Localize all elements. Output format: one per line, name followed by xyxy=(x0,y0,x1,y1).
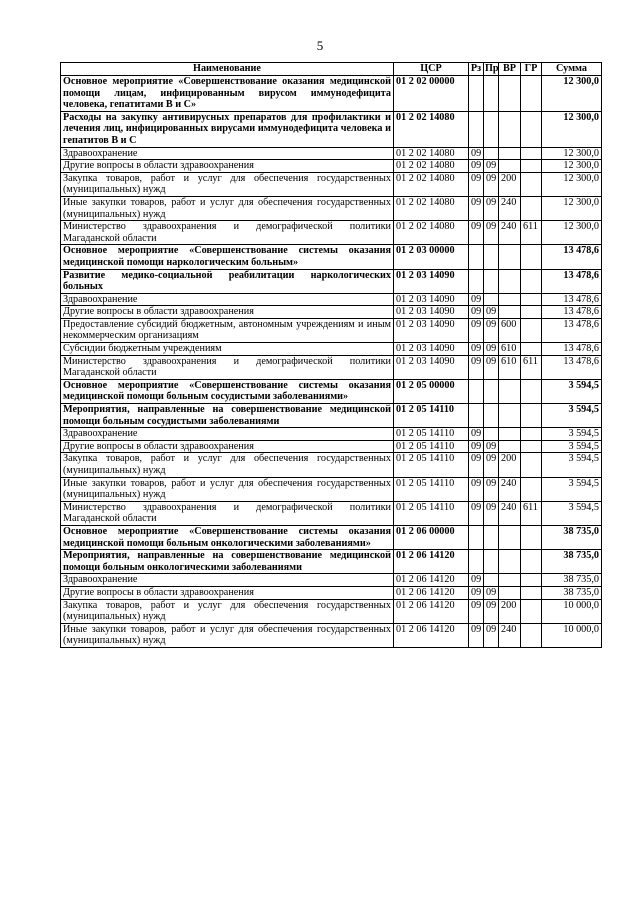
vr-cell: 240 xyxy=(499,501,521,525)
name-cell: Закупка товаров, работ и услуг для обеспечения государственных (муниципальных) нужд xyxy=(61,172,394,196)
gr-cell xyxy=(521,306,542,319)
vr-cell: 200 xyxy=(499,453,521,477)
amount-cell: 3 594,5 xyxy=(542,428,602,441)
rz-cell xyxy=(469,404,484,428)
amount-cell: 3 594,5 xyxy=(542,453,602,477)
amount-cell: 10 000,0 xyxy=(542,623,602,647)
pr-cell xyxy=(484,379,499,403)
amount-cell: 13 478,6 xyxy=(542,355,602,379)
vr-cell: 200 xyxy=(499,599,521,623)
rz-cell: 09 xyxy=(469,221,484,245)
column-header-rz: Рз xyxy=(469,63,484,76)
gr-cell xyxy=(521,172,542,196)
amount-cell: 12 300,0 xyxy=(542,147,602,160)
vr-cell xyxy=(499,586,521,599)
table-row xyxy=(61,269,602,293)
table-row xyxy=(61,306,602,319)
rz-cell: 09 xyxy=(469,196,484,220)
pr-cell xyxy=(484,293,499,306)
rz-cell: 09 xyxy=(469,147,484,160)
column-header-gr: ГР xyxy=(521,63,542,76)
csr-cell: 01 2 06 14120 xyxy=(394,550,469,574)
rz-cell: 09 xyxy=(469,574,484,587)
table-row xyxy=(61,172,602,196)
budget-table xyxy=(60,62,602,648)
rz-cell: 09 xyxy=(469,623,484,647)
column-header-name: Наименование xyxy=(61,63,394,76)
gr-cell xyxy=(521,160,542,173)
vr-cell xyxy=(499,428,521,441)
gr-cell xyxy=(521,477,542,501)
vr-cell xyxy=(499,160,521,173)
name-cell: Министерство здравоохранения и демографической политики Магаданской области xyxy=(61,355,394,379)
vr-cell xyxy=(499,306,521,319)
gr-cell xyxy=(521,586,542,599)
table-row xyxy=(61,147,602,160)
column-header-csr: ЦСР xyxy=(394,63,469,76)
rz-cell: 09 xyxy=(469,172,484,196)
gr-cell xyxy=(521,76,542,112)
vr-cell xyxy=(499,76,521,112)
table-row xyxy=(61,574,602,587)
pr-cell: 09 xyxy=(484,623,499,647)
table-header-row xyxy=(61,63,602,76)
gr-cell xyxy=(521,440,542,453)
vr-cell: 240 xyxy=(499,477,521,501)
rz-cell: 09 xyxy=(469,453,484,477)
pr-cell xyxy=(484,525,499,549)
name-cell: Закупка товаров, работ и услуг для обеспечения государственных (муниципальных) нужд xyxy=(61,599,394,623)
vr-cell: 240 xyxy=(499,623,521,647)
csr-cell: 01 2 02 14080 xyxy=(394,196,469,220)
vr-cell xyxy=(499,269,521,293)
name-cell: Министерство здравоохранения и демографической политики Магаданской области xyxy=(61,221,394,245)
amount-cell: 12 300,0 xyxy=(542,172,602,196)
rz-cell: 09 xyxy=(469,477,484,501)
pr-cell: 09 xyxy=(484,586,499,599)
csr-cell: 01 2 05 14110 xyxy=(394,404,469,428)
table-row xyxy=(61,355,602,379)
table-row xyxy=(61,111,602,147)
table-row xyxy=(61,477,602,501)
rz-cell: 09 xyxy=(469,501,484,525)
rz-cell xyxy=(469,525,484,549)
name-cell: Закупка товаров, работ и услуг для обеспечения государственных (муниципальных) нужд xyxy=(61,453,394,477)
csr-cell: 01 2 03 14090 xyxy=(394,293,469,306)
table-row xyxy=(61,196,602,220)
name-cell: Здравоохранение xyxy=(61,147,394,160)
table-row xyxy=(61,318,602,342)
amount-cell: 3 594,5 xyxy=(542,379,602,403)
gr-cell xyxy=(521,574,542,587)
amount-cell: 38 735,0 xyxy=(542,550,602,574)
column-header-vr: ВР xyxy=(499,63,521,76)
amount-cell: 12 300,0 xyxy=(542,111,602,147)
vr-cell xyxy=(499,404,521,428)
name-cell: Развитие медико-социальной реабилитации наркологических больных xyxy=(61,269,394,293)
amount-cell: 12 300,0 xyxy=(542,196,602,220)
csr-cell: 01 2 03 14090 xyxy=(394,343,469,356)
amount-cell: 12 300,0 xyxy=(542,76,602,112)
vr-cell xyxy=(499,440,521,453)
page-number: 5 xyxy=(316,38,324,53)
name-cell: Расходы на закупку антивирусных препаратов для профилактики и лечения лиц, инфицированных вирусами иммунодефицита человека и гепатитов В и С xyxy=(61,111,394,147)
table-row xyxy=(61,404,602,428)
rz-cell xyxy=(469,76,484,112)
rz-cell: 09 xyxy=(469,428,484,441)
vr-cell: 240 xyxy=(499,196,521,220)
vr-cell xyxy=(499,111,521,147)
rz-cell: 09 xyxy=(469,343,484,356)
table-row xyxy=(61,440,602,453)
csr-cell: 01 2 02 14080 xyxy=(394,221,469,245)
csr-cell: 01 2 03 14090 xyxy=(394,355,469,379)
pr-cell: 09 xyxy=(484,160,499,173)
pr-cell: 09 xyxy=(484,306,499,319)
name-cell: Основное мероприятие «Совершенствование системы оказания медицинской помощи больным онкологическими заболеваниями» xyxy=(61,525,394,549)
table-row xyxy=(61,501,602,525)
name-cell: Другие вопросы в области здравоохранения xyxy=(61,440,394,453)
pr-cell: 09 xyxy=(484,355,499,379)
column-header-amount: Сумма xyxy=(542,63,602,76)
pr-cell: 09 xyxy=(484,440,499,453)
rz-cell: 09 xyxy=(469,318,484,342)
vr-cell xyxy=(499,379,521,403)
column-header-pr: Пр xyxy=(485,63,499,75)
gr-cell xyxy=(521,550,542,574)
table-row xyxy=(61,221,602,245)
amount-cell: 13 478,6 xyxy=(542,318,602,342)
rz-cell xyxy=(469,269,484,293)
csr-cell: 01 2 06 14120 xyxy=(394,574,469,587)
csr-cell: 01 2 06 14120 xyxy=(394,586,469,599)
table-row xyxy=(61,550,602,574)
rz-cell: 09 xyxy=(469,599,484,623)
csr-cell: 01 2 06 00000 xyxy=(394,525,469,549)
gr-cell xyxy=(521,599,542,623)
csr-cell: 01 2 03 14090 xyxy=(394,269,469,293)
table-row xyxy=(61,428,602,441)
pr-cell xyxy=(484,76,499,112)
amount-cell: 38 735,0 xyxy=(542,574,602,587)
csr-cell: 01 2 05 14110 xyxy=(394,428,469,441)
amount-cell: 12 300,0 xyxy=(542,160,602,173)
name-cell: Субсидии бюджетным учреждениям xyxy=(61,343,394,356)
pr-cell: 09 xyxy=(484,599,499,623)
pr-cell: 09 xyxy=(484,196,499,220)
csr-cell: 01 2 02 14080 xyxy=(394,172,469,196)
table-row xyxy=(61,293,602,306)
pr-cell xyxy=(484,550,499,574)
amount-cell: 13 478,6 xyxy=(542,269,602,293)
csr-cell: 01 2 03 14090 xyxy=(394,306,469,319)
pr-cell: 09 xyxy=(484,477,499,501)
gr-cell xyxy=(521,318,542,342)
rz-cell xyxy=(469,379,484,403)
rz-cell: 09 xyxy=(469,160,484,173)
amount-cell: 12 300,0 xyxy=(542,221,602,245)
amount-cell: 13 478,6 xyxy=(542,293,602,306)
name-cell: Иные закупки товаров, работ и услуг для обеспечения государственных (муниципальных) нужд xyxy=(61,196,394,220)
vr-cell: 200 xyxy=(499,172,521,196)
rz-cell: 09 xyxy=(469,293,484,306)
name-cell: Здравоохранение xyxy=(61,428,394,441)
csr-cell: 01 2 03 00000 xyxy=(394,245,469,269)
table-row xyxy=(61,599,602,623)
table-row xyxy=(61,586,602,599)
gr-cell xyxy=(521,453,542,477)
csr-cell: 01 2 05 14110 xyxy=(394,453,469,477)
gr-cell xyxy=(521,404,542,428)
amount-cell: 13 478,6 xyxy=(542,343,602,356)
csr-cell: 01 2 05 14110 xyxy=(394,440,469,453)
csr-cell: 01 2 02 00000 xyxy=(394,76,469,112)
pr-cell xyxy=(484,147,499,160)
amount-cell: 13 478,6 xyxy=(542,306,602,319)
pr-cell xyxy=(484,404,499,428)
gr-cell xyxy=(521,111,542,147)
table-row xyxy=(61,525,602,549)
amount-cell: 13 478,6 xyxy=(542,245,602,269)
name-cell: Мероприятия, направленные на совершенствование медицинской помощи больным сосудистыми заболеваниями xyxy=(61,404,394,428)
gr-cell xyxy=(521,293,542,306)
gr-cell xyxy=(521,147,542,160)
name-cell: Основное мероприятие «Совершенствование системы оказания медицинской помощи наркологическим больным» xyxy=(61,245,394,269)
amount-cell: 38 735,0 xyxy=(542,586,602,599)
gr-cell xyxy=(521,343,542,356)
table-row xyxy=(61,623,602,647)
table-row xyxy=(61,245,602,269)
name-cell: Министерство здравоохранения и демографической политики Магаданской области xyxy=(61,501,394,525)
vr-cell: 240 xyxy=(499,221,521,245)
rz-cell: 09 xyxy=(469,355,484,379)
csr-cell: 01 2 02 14080 xyxy=(394,111,469,147)
gr-cell: 611 xyxy=(521,221,542,245)
table-row xyxy=(61,160,602,173)
table-row xyxy=(61,453,602,477)
csr-cell: 01 2 06 14120 xyxy=(394,623,469,647)
pr-cell xyxy=(484,111,499,147)
csr-cell: 01 2 05 00000 xyxy=(394,379,469,403)
rz-cell: 09 xyxy=(469,440,484,453)
amount-cell: 3 594,5 xyxy=(542,404,602,428)
amount-cell: 3 594,5 xyxy=(542,440,602,453)
csr-cell: 01 2 05 14110 xyxy=(394,477,469,501)
name-cell: Предоставление субсидий бюджетным, автономным учреждениям и иным некоммерческим организациям xyxy=(61,318,394,342)
name-cell: Мероприятия, направленные на совершенствование медицинской помощи больным онкологическими заболеваниями xyxy=(61,550,394,574)
amount-cell: 10 000,0 xyxy=(542,599,602,623)
name-cell: Основное мероприятие «Совершенствование оказания медицинской помощи лицам, инфицированным вирусом иммунодефицита человека, гепатитами В и С» xyxy=(61,76,394,112)
vr-cell: 610 xyxy=(499,343,521,356)
pr-cell: 09 xyxy=(484,343,499,356)
name-cell: Иные закупки товаров, работ и услуг для обеспечения государственных (муниципальных) нужд xyxy=(61,477,394,501)
table-body xyxy=(61,76,602,648)
name-cell: Другие вопросы в области здравоохранения xyxy=(61,306,394,319)
rz-cell xyxy=(469,111,484,147)
pr-cell xyxy=(484,245,499,269)
table-row xyxy=(61,379,602,403)
vr-cell: 610 xyxy=(499,355,521,379)
pr-cell: 09 xyxy=(484,501,499,525)
table-row xyxy=(61,76,602,112)
amount-cell: 3 594,5 xyxy=(542,501,602,525)
gr-cell xyxy=(521,623,542,647)
pr-cell: 09 xyxy=(484,453,499,477)
vr-cell xyxy=(499,550,521,574)
pr-cell xyxy=(484,269,499,293)
pr-cell xyxy=(484,574,499,587)
gr-cell xyxy=(521,525,542,549)
rz-cell: 09 xyxy=(469,586,484,599)
gr-cell xyxy=(521,428,542,441)
name-cell: Другие вопросы в области здравоохранения xyxy=(61,586,394,599)
vr-cell xyxy=(499,245,521,269)
pr-cell: 09 xyxy=(484,172,499,196)
csr-cell: 01 2 02 14080 xyxy=(394,147,469,160)
amount-cell: 38 735,0 xyxy=(542,525,602,549)
name-cell: Другие вопросы в области здравоохранения xyxy=(61,160,394,173)
gr-cell: 611 xyxy=(521,355,542,379)
amount-cell: 3 594,5 xyxy=(542,477,602,501)
vr-cell xyxy=(499,147,521,160)
pr-cell: 09 xyxy=(484,221,499,245)
gr-cell xyxy=(521,379,542,403)
table-row xyxy=(61,343,602,356)
gr-cell xyxy=(521,269,542,293)
name-cell: Иные закупки товаров, работ и услуг для обеспечения государственных (муниципальных) нужд xyxy=(61,623,394,647)
vr-cell: 600 xyxy=(499,318,521,342)
rz-cell xyxy=(469,550,484,574)
vr-cell xyxy=(499,574,521,587)
rz-cell xyxy=(469,245,484,269)
gr-cell xyxy=(521,245,542,269)
vr-cell xyxy=(499,525,521,549)
pr-cell: 09 xyxy=(484,318,499,342)
pr-cell xyxy=(484,428,499,441)
rz-cell: 09 xyxy=(469,306,484,319)
name-cell: Здравоохранение xyxy=(61,574,394,587)
name-cell: Основное мероприятие «Совершенствование системы оказания медицинской помощи больным сосудистыми заболеваниями» xyxy=(61,379,394,403)
csr-cell: 01 2 05 14110 xyxy=(394,501,469,525)
gr-cell xyxy=(521,196,542,220)
gr-cell: 611 xyxy=(521,501,542,525)
vr-cell xyxy=(499,293,521,306)
name-cell: Здравоохранение xyxy=(61,293,394,306)
csr-cell: 01 2 06 14120 xyxy=(394,599,469,623)
csr-cell: 01 2 02 14080 xyxy=(394,160,469,173)
csr-cell: 01 2 03 14090 xyxy=(394,318,469,342)
